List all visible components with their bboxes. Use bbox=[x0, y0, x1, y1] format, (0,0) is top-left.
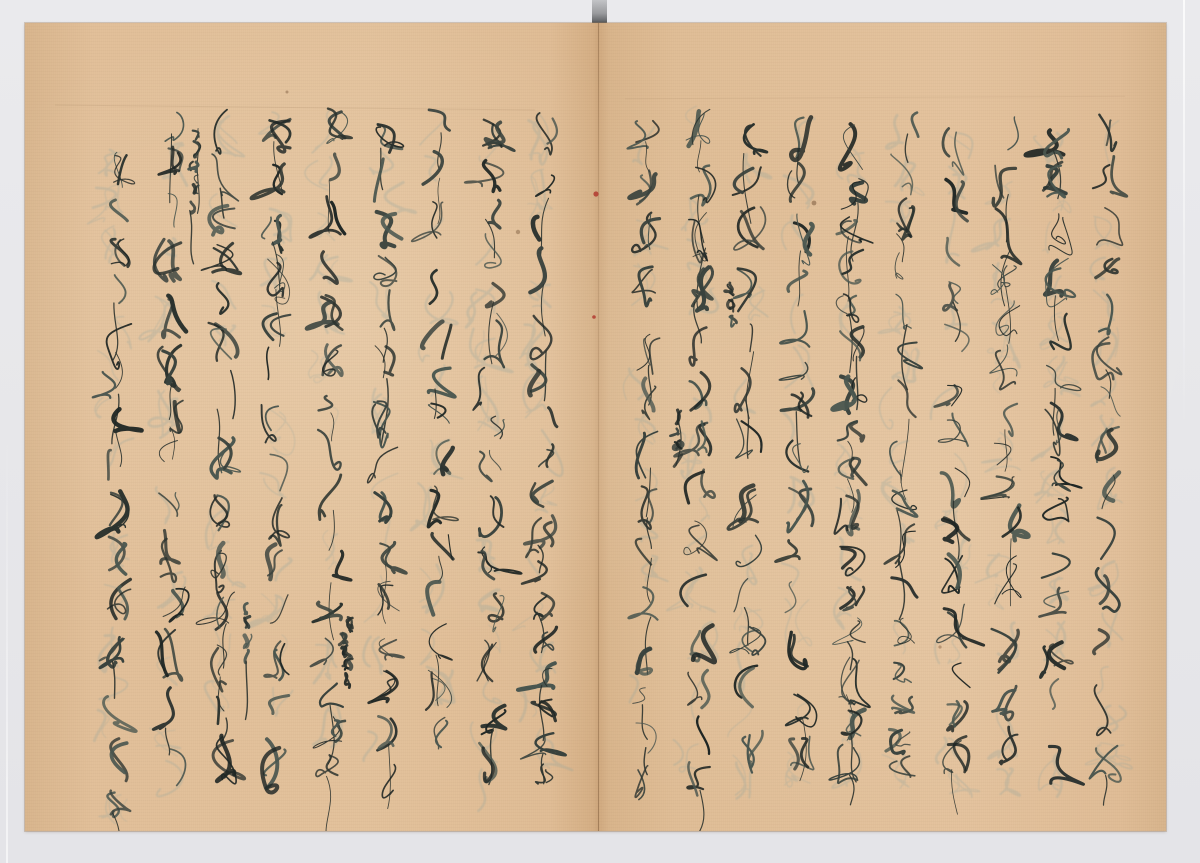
paper-age-line bbox=[55, 104, 535, 110]
binding-tab bbox=[592, 0, 607, 24]
centerfold-crease bbox=[598, 23, 599, 831]
paper-age-line bbox=[625, 96, 1125, 100]
backdrop-crease-left bbox=[6, 430, 8, 863]
manuscript-paper bbox=[25, 23, 1166, 831]
backdrop-crease-right bbox=[1183, 0, 1185, 430]
